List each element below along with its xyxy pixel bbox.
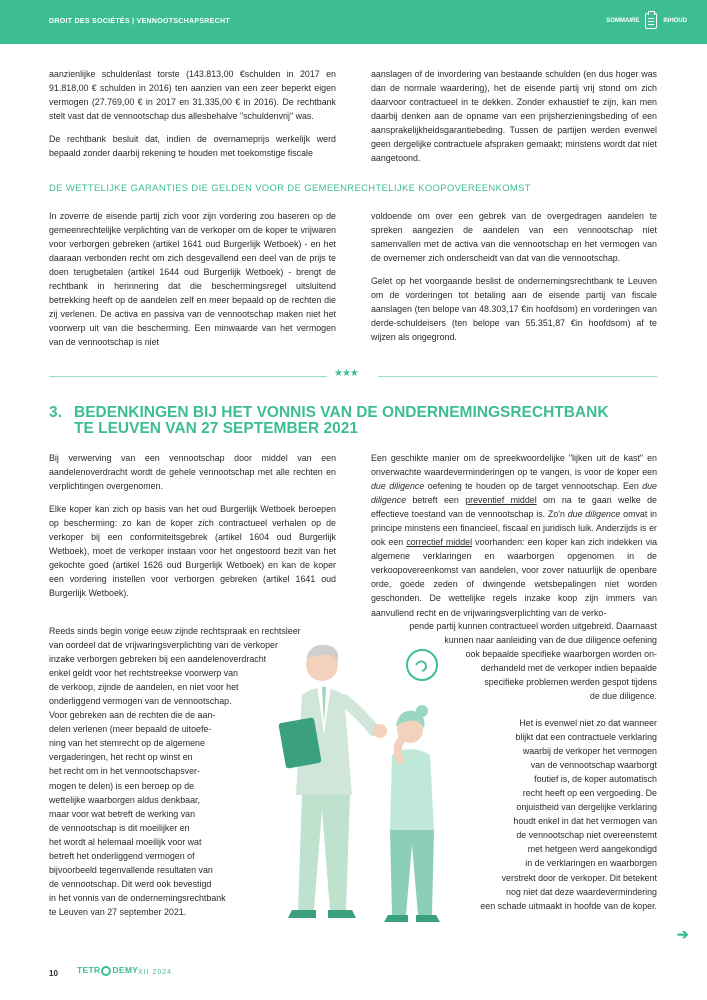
section1-right-column: [371, 67, 657, 174]
text-line: onjuistheid van dergelijke verklaring: [516, 802, 657, 813]
text-line: een schade uitmaakt in hoofde van de koper.: [480, 900, 657, 911]
text-line: pende partij kunnen contractueel worden uitgebreid. Daarnaast: [409, 621, 657, 631]
text-line: vergaderingen, het recht op winst en: [49, 752, 193, 763]
text-line: te Leuven van 27 september 2021.: [49, 906, 187, 917]
section3-right-flow2: [480, 716, 657, 913]
text-line: het recht om in het vennootschapsver-: [49, 766, 200, 777]
two-people-talking-illustration: [262, 625, 452, 935]
heading-number: 3.: [49, 404, 62, 421]
page-number: 10: [49, 969, 58, 978]
tetracademy-logo: TETR DEMY: [77, 965, 139, 975]
next-page-arrow-icon[interactable]: ➔: [677, 926, 689, 942]
divider-right: [378, 376, 657, 377]
text-line: de vennootschap niet overeenstemt: [516, 830, 657, 841]
inhoud-label[interactable]: INHOUD: [663, 18, 687, 24]
text-line: verstrekt door de verkoper. Dit betekent: [501, 872, 657, 883]
text-line: bijvoorbeeld tegenvallende resultaten van: [49, 864, 213, 875]
issue-date: XII 2024: [138, 969, 173, 976]
text-line: betreft het onderliggend vermogen of: [49, 850, 195, 861]
text-line: de verkoop, zijnde de aandelen, en niet voor het: [49, 682, 239, 693]
text-line: in de verklaringen en waarborgen: [525, 858, 657, 869]
text-line: recht heeft op een vergoeding. De: [522, 788, 657, 799]
heading-line1: BEDENKINGEN BIJ HET VONNIS VAN DE ONDERNEMINGSRECHTBANK: [74, 404, 609, 421]
text-line: ning van het stemrecht op de algemene: [49, 738, 205, 749]
paragraph: De rechtbank besluit dat, indien de overnameprijs werkelijk werd bepaald zonder daarbij rekening te houden met toekomstige fiscale: [49, 134, 336, 159]
paragraph: Gelet op het voorgaande beslist de ondernemingsrechtbank te Leuven om de vorderingen tot betaling aan de eisende partij van fiscale aanslagen (ten belope van 48.303,17 €in hoofdsom) en vorderingen van derde-schuldeisers (ten belope van 55.351,87 €in hoofdsom) af te wijzen als ongegrond.: [371, 276, 657, 343]
text-line: het wordt al helemaal moeilijk voor wat: [49, 836, 202, 847]
paragraph: voldoende om over een gebrek van de overgedragen aandelen te spreken aangezien de aandelen van een vennootschap niet samenvallen met de activa van die vennootschap en het vermogen van de overnemer zich onderscheidt van dat van die vennootschap.: [371, 211, 657, 264]
subheading: DE WETTELIJKE GARANTIES DIE GELDEN VOOR DE GEMEENRECHTELIJKE KOOPOVEREENKOMST: [49, 182, 531, 193]
breadcrumb: DROIT DES SOCIÉTÉS | VENNOOTSCHAPSRECHT: [49, 18, 230, 25]
paragraph: Bij verwerving van een vennootschap door middel van een aandelenoverdracht wordt de gehele vennootschap met alle rechten en verplichtingen overgenomen.: [49, 453, 336, 492]
paragraph: Elke koper kan zich op basis van het oud Burgerlijk Wetboek beroepen op bescherming: zo kan de koper zich contractueel verhalen op de verkoper bij een conformiteitsgebrek (artikel 1604 oud Burgerlijk Wetboek), moet de verkoper instaan voor het ongestoord bezit van het gekochte goed (artikel 1626 oud Burgerlijk Wetboek) en kan de koper een vordering instellen voor verborgen gebreken (artikel 1641 oud Burgerlijk Wetboek).: [49, 504, 336, 599]
top-bar: [0, 0, 707, 44]
text-line: van de vennootschap waarborgt: [530, 760, 657, 771]
sommaire-nav[interactable]: [606, 13, 687, 29]
text-line: houdt enkel in dat het vermogen van: [513, 816, 657, 827]
text-line: nog niet dat deze waardevermindering: [506, 886, 657, 897]
text-line: inzake verborgen gebreken bij een aandelenoverdracht: [49, 654, 267, 665]
text-line: van oordeel dat de vrijwaringsverplichting van de verkoper: [49, 640, 278, 651]
text-line: de vennootschap. Dit werd ook bevestigd: [49, 878, 212, 889]
text-line: blijkt dat een contractuele verklaring: [515, 732, 657, 743]
section2-right-column: [371, 209, 657, 353]
text-line: enkel geldt voor het rechtstreekse voorwerp van: [49, 668, 238, 679]
text-line: wettelijke waarborgen aldus denkbaar,: [49, 794, 200, 805]
text-line: Het is evenwel niet zo dat wanneer: [519, 718, 657, 728]
logo-ring-icon: [101, 966, 111, 976]
text-line: delen verlenen (meer bepaald de uitoefe-: [49, 724, 212, 735]
section1-left-column: [49, 67, 336, 169]
text-line: derhandeld met de verkoper indien bepaalde: [480, 663, 657, 674]
paragraph: Een geschikte manier om de spreekwoordelijke "lijken uit de kast" en onverwachte waardeverminderingen op te vangen, is voor de koper een due diligence oefening te houden op de target vennootschap. Een due diligence betreft een preventief middel om na te gaan welke de effectieve toestand van de vennootschap is. Zo'n due diligence omvat in principe minstens een financieel, fiscaal en juridisch luik. Anderzijds is er ook een correctief middel voorhanden: een koper kan zich indekken via algemene verklaringen en waarborgen opgenomen in de verkoopovereenkomst van aandelen, voor zover natuurlijk de openbare orde, goede zeden of dwingende wetsbepalingen niet worden geschonden. De wettelijke regels inzake koop zijn immers van aanvullend recht en de vrijwaringsverplichting van de verko-: [371, 453, 657, 618]
paragraph: aanslagen of de invordering van bestaande schulden (en dus hoger was dan de normale waardering), het de eisende partij vrij stond om zich daarvoor contractueel in te dekken. Zonder exhaustief te zijn, kan men daarbij denken aan de opname van een prijsherzieningsbeding of een aansprakelijkheidsgarantiebeding. Tussen de partijen werden evenwel geen dergelijke contractuele afspraken gemaakt; minstens wordt dat niet aangetoond.: [371, 69, 657, 164]
stars-ornament-icon: ★★★: [334, 368, 358, 379]
text-line: de vennootschap is dit moeilijker en: [49, 822, 190, 833]
text-line: mogen te delen) is een beroep op de: [49, 780, 195, 791]
section3-left-column: [49, 451, 336, 609]
text-line: specifieke problemen werden gespot tijdens: [484, 677, 657, 688]
text-line: foutief is, de koper automatisch: [534, 774, 657, 785]
text-line: in het vonnis van de ondernemingsrechtbank: [49, 892, 226, 903]
text-line: maar voor wat betreft de werking van: [49, 808, 196, 819]
divider-left: [49, 376, 327, 377]
paragraph: aanzienlijke schuldenlast torste (143.813,00 €schulden in 2017 en 91.818,00 € schulden in 2016) ten aanzien van een zeer beperkt eigen vermogen (27.769,00 € in 2017 en 31.335,00 € in 2016). De rechtbank stelt vast dat de vennootschap dus allesbehalve "schuldenvrij" was.: [49, 69, 336, 122]
text-line: kunnen naar aanleiding van de due diligence oefening: [444, 635, 657, 646]
text-line: ook bepaalde specifieke waarborgen worden on-: [465, 649, 657, 660]
text-line: Voor gebreken aan de rechten die de aan-: [49, 710, 216, 721]
section3-right-column: [371, 451, 657, 629]
heading-line2: TE LEUVEN VAN 27 SEPTEMBER 2021: [74, 420, 358, 437]
paragraph: In zoverre de eisende partij zich voor zijn vordering zou baseren op de gemeenrechtelijke verplichting van de verkoper om de koper te vrijwaren voor verborgen gebreken (artikel 1641 oud Burgerlijk Wetboek) - en het daaraan verbonden recht om zich desgevallend een deel van de prijs te doen terugbetalen (artikel 1644 oud Burgerlijk Wetboek) - brengt de rechtbank in herinnering dat die beschermingsregel uitsluitend betrekking heeft op de aandelen zelf en meer bepaald op de rechten die zij verlenen. De activa en passiva van de vennootschap maken niet het voorwerp uit van die bescherming. Een minwaarde van het vermogen van de vennootschap is niet: [49, 211, 336, 348]
text-line: waarbij de verkoper het vermogen: [522, 746, 657, 757]
text-line: onderliggend vermogen van de vennootschap.: [49, 696, 232, 707]
text-line: Reeds sinds begin vorige eeuw zijnde rechtspraak en rechtsleer: [49, 626, 301, 636]
section2-left-column: [49, 209, 336, 358]
text-line: met hetgeen werd aangekondigd: [527, 844, 657, 855]
section-heading: [49, 405, 609, 437]
text-line: de due diligence.: [589, 691, 657, 702]
clipboard-icon[interactable]: [645, 13, 657, 29]
sommaire-label[interactable]: SOMMAIRE: [606, 18, 640, 24]
